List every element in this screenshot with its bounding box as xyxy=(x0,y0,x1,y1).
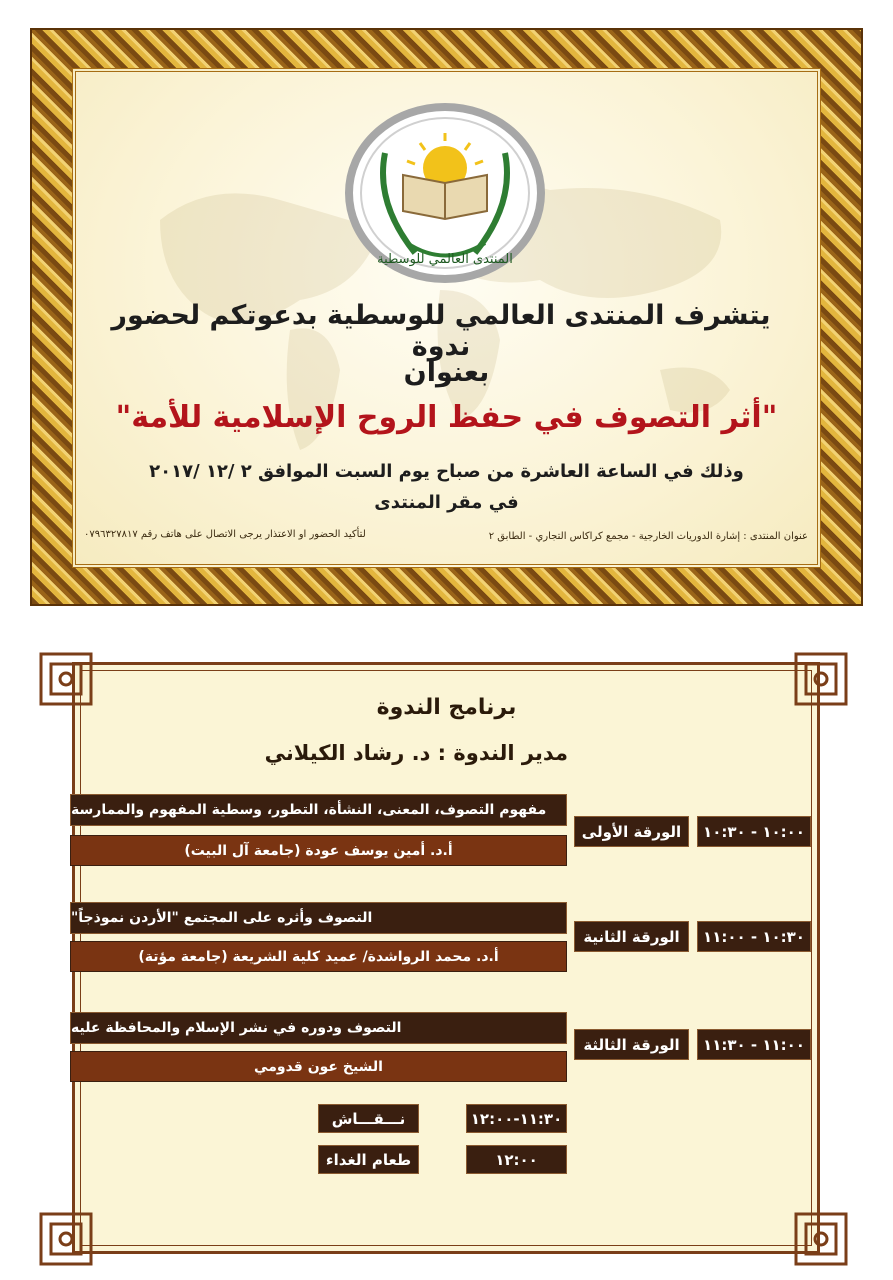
seminar-place: في مقر المنتدى xyxy=(374,492,519,513)
paper-1-time: ١٠:٠٠ - ١٠:٣٠ xyxy=(697,816,811,847)
lunch-time: ١٢:٠٠ xyxy=(466,1145,567,1174)
paper-3-speaker: الشيخ عون قدومي xyxy=(70,1051,567,1082)
paper-3-topic: التصوف ودوره في نشر الإسلام والمحافظة عليه xyxy=(70,1012,567,1044)
invitation-card xyxy=(0,0,893,610)
invitation-heading: يتشرف المنتدى العالمي للوسطية بدعوتكم لحضور ندوة xyxy=(111,300,771,362)
paper-1-topic: مفهوم التصوف، المعنى، النشأة، التطور، وسطية المفهوم والممارسة xyxy=(70,794,567,826)
paper-3-label: الورقة الثالثة xyxy=(574,1029,689,1060)
paper-2-label: الورقة الثانية xyxy=(574,921,689,952)
invitation-subheading: بعنوان xyxy=(403,357,490,388)
paper-1-label: الورقة الأولى xyxy=(574,816,689,847)
seminar-time: وذلك في الساعة العاشرة من صباح يوم السبت الموافق ٢ /١٢ /٢٠١٧ xyxy=(149,461,744,482)
forum-address: عنوان المنتدى : إشارة الدوريات الخارجية - مجمع كراكاس التجاري - الطابق ٢ xyxy=(488,531,808,542)
paper-3-time: ١١:٠٠ - ١١:٣٠ xyxy=(697,1029,811,1060)
paper-2-speaker: أ.د. محمد الرواشدة/ عميد كلية الشريعة (جامعة مؤتة) xyxy=(70,941,567,972)
paper-2-time: ١٠:٣٠ - ١١:٠٠ xyxy=(697,921,811,952)
rsvp-phone: لتأكيد الحضور او الاعتذار يرجى الاتصال على هاتف رقم ٠٧٩٦٣٢٧٨١٧ xyxy=(84,529,366,540)
logo-wordmark: المنتدى العالمي للوسطية xyxy=(377,252,513,267)
discussion-label: نـــقـــاش xyxy=(318,1104,419,1133)
paper-2-topic: التصوف وأثره على المجتمع "الأردن نموذجاً" xyxy=(70,902,567,934)
paper-1-speaker: أ.د. أمين يوسف عودة (جامعة آل البيت) xyxy=(70,835,567,866)
moderator-line: مدير الندوة : د. رشاد الكيلاني xyxy=(264,741,568,765)
forum-logo xyxy=(345,103,545,283)
discussion-time: ١١:٣٠-١٢:٠٠ xyxy=(466,1104,567,1133)
program-card xyxy=(0,650,893,1270)
corner-ornament-bottom-left xyxy=(37,1210,95,1268)
seminar-title: "أثر التصوف في حفظ الروح الإسلامية للأمة" xyxy=(115,400,778,435)
corner-ornament-bottom-right xyxy=(792,1210,850,1268)
lunch-label: طعام الغداء xyxy=(318,1145,419,1174)
program-title: برنامج الندوة xyxy=(376,695,517,720)
